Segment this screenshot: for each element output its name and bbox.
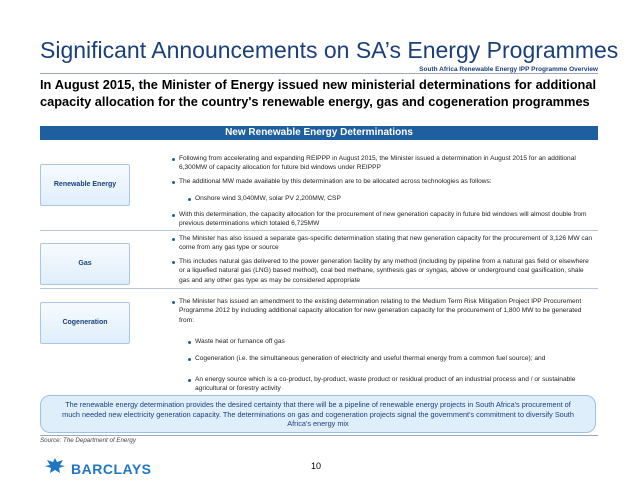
- summary-callout: The renewable energy determination provides the desired certainty that there will be a pipeline of renewable energy projects in South Africa's procurement of much needed new electricity generation capacity. The determinations on gas and cogeneration projects signal the government's commitment to diversify South Africa's energy mix: [40, 395, 596, 433]
- bullet-dot: [188, 341, 191, 344]
- page-number: 10: [311, 461, 322, 471]
- cogeneration-bullet-1: The Minister has issued an amendment to the existing determination relating to the Medium Term Risk Mitigation Project IPP Procurement Programme 2012 by including additional capacity allocation for new generation capacity for the procurement of 1,800 MW to be generated from:: [179, 298, 582, 324]
- page-title: Significant Announcements on SA’s Energy Programmes: [40, 37, 619, 63]
- title-divider: [40, 73, 598, 74]
- gas-bullet-1: The Minister has also issued a separate gas-specific determination stating that new generation capacity for the procurement of 3,126 MW can come from any gas type or source: [179, 235, 593, 252]
- row-label-renewable-energy: Renewable Energy: [40, 164, 130, 206]
- row-divider: [40, 230, 598, 231]
- logo-wordmark: BARCLAYS: [71, 460, 152, 477]
- bullet-dot: [188, 379, 191, 382]
- bullet-dot: [188, 198, 191, 201]
- footer-divider: [40, 435, 598, 436]
- renewable-sub-bullet-1: Onshore wind 3,040MW, solar PV 2,200MW, CSP: [195, 195, 341, 202]
- row-label-cogeneration: Cogeneration: [40, 302, 130, 344]
- bullet-dot: [172, 214, 175, 217]
- bullet-dot: [188, 358, 191, 361]
- cogeneration-sub-bullet-1: Waste heat or furnance off gas: [195, 338, 285, 345]
- renewable-bullet-3: With this determination, the capacity allocation for the procurement of new generation capacity in future bid windows will almost double from previous determinations which totaled 6,725MW: [179, 211, 587, 228]
- section-banner: New Renewable Energy Determinations: [40, 126, 598, 140]
- row-label-gas: Gas: [40, 243, 130, 285]
- gas-bullet-2: This includes natural gas delivered to the power generation facility by any method (including by pipeline from a natural gas field or elsewhere or a liquefied natural gas (LNG) based method), coal bed methane, synthesis gas or syngas, above or underground coal gasification, shale gas and any other gas type as may be considered appropriate: [179, 258, 589, 284]
- bullet-dot: [172, 301, 175, 304]
- barclays-logo: [44, 456, 152, 481]
- section-tag: South Africa Renewable Energy IPP Programme Overview: [419, 66, 598, 73]
- source-note: Source: The Department of Energy: [40, 437, 136, 444]
- row-divider: [40, 288, 598, 289]
- eagle-icon: [44, 456, 66, 481]
- renewable-bullet-1: Following from accelerating and expanding REIPPP in August 2015, the Minister issued a determination in August 2015 for an additional 6,300MW of capacity allocation for future bid windows under REIPPP: [179, 155, 576, 172]
- bullet-dot: [172, 261, 175, 264]
- bullet-dot: [172, 238, 175, 241]
- intro-text: In August 2015, the Minister of Energy issued new ministerial determinations for additional capacity allocation for the country's renewable energy, gas and cogeneration programmes: [40, 77, 596, 109]
- bullet-dot: [172, 158, 175, 161]
- bullet-dot: [172, 181, 175, 184]
- cogeneration-sub-bullet-3: An energy source which is a co-product, by-product, waste product or residual product of an industrial process and / or sustainable agricultural or forestry activity: [195, 376, 576, 393]
- cogeneration-sub-bullet-2: Cogeneration (i.e. the simultaneous generation of electricity and useful thermal energy from a common fuel source); and: [195, 355, 546, 362]
- renewable-bullet-2: The additional MW made available by this determination are to be allocated across technologies as follows:: [179, 178, 492, 185]
